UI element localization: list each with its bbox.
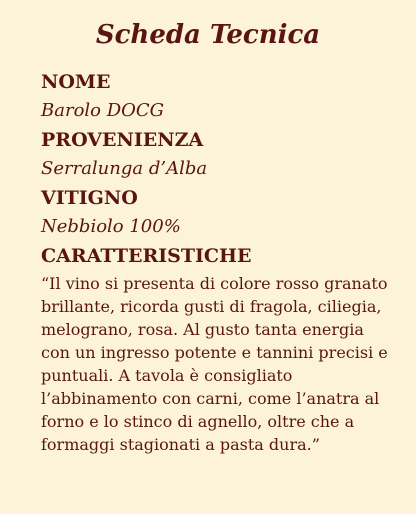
section-vitigno: [41, 184, 396, 242]
section-description-caratteristiche: “Il vino si presenta di colore rosso granato brillante, ricorda gusti di fragola, ciliegia, melograno, rosa. Al gusto tanta energia con un ingresso potente e tannini precisi e puntuali. A tavola è consigliato l’abbinamento con carni, come l’anatra al forno e lo stinco di agnello, oltre che a formaggi stagionati a pasta dura.”: [41, 274, 388, 454]
section-label-provenienza: PROVENIENZA: [41, 129, 204, 151]
section-caratteristiche: [41, 242, 396, 456]
sheet-content: [41, 68, 396, 456]
section-value-nome: Barolo DOCG: [41, 100, 165, 121]
page-title: Scheda Tecnica: [95, 20, 321, 50]
section-nome: [41, 68, 396, 126]
section-value-provenienza: Serralunga d’Alba: [41, 158, 208, 179]
section-label-caratteristiche: CARATTERISTICHE: [41, 245, 252, 267]
section-value-vitigno: Nebbiolo 100%: [41, 216, 181, 237]
section-label-vitigno: VITIGNO: [41, 187, 138, 209]
section-label-nome: NOME: [41, 71, 111, 93]
section-provenienza: [41, 126, 396, 184]
